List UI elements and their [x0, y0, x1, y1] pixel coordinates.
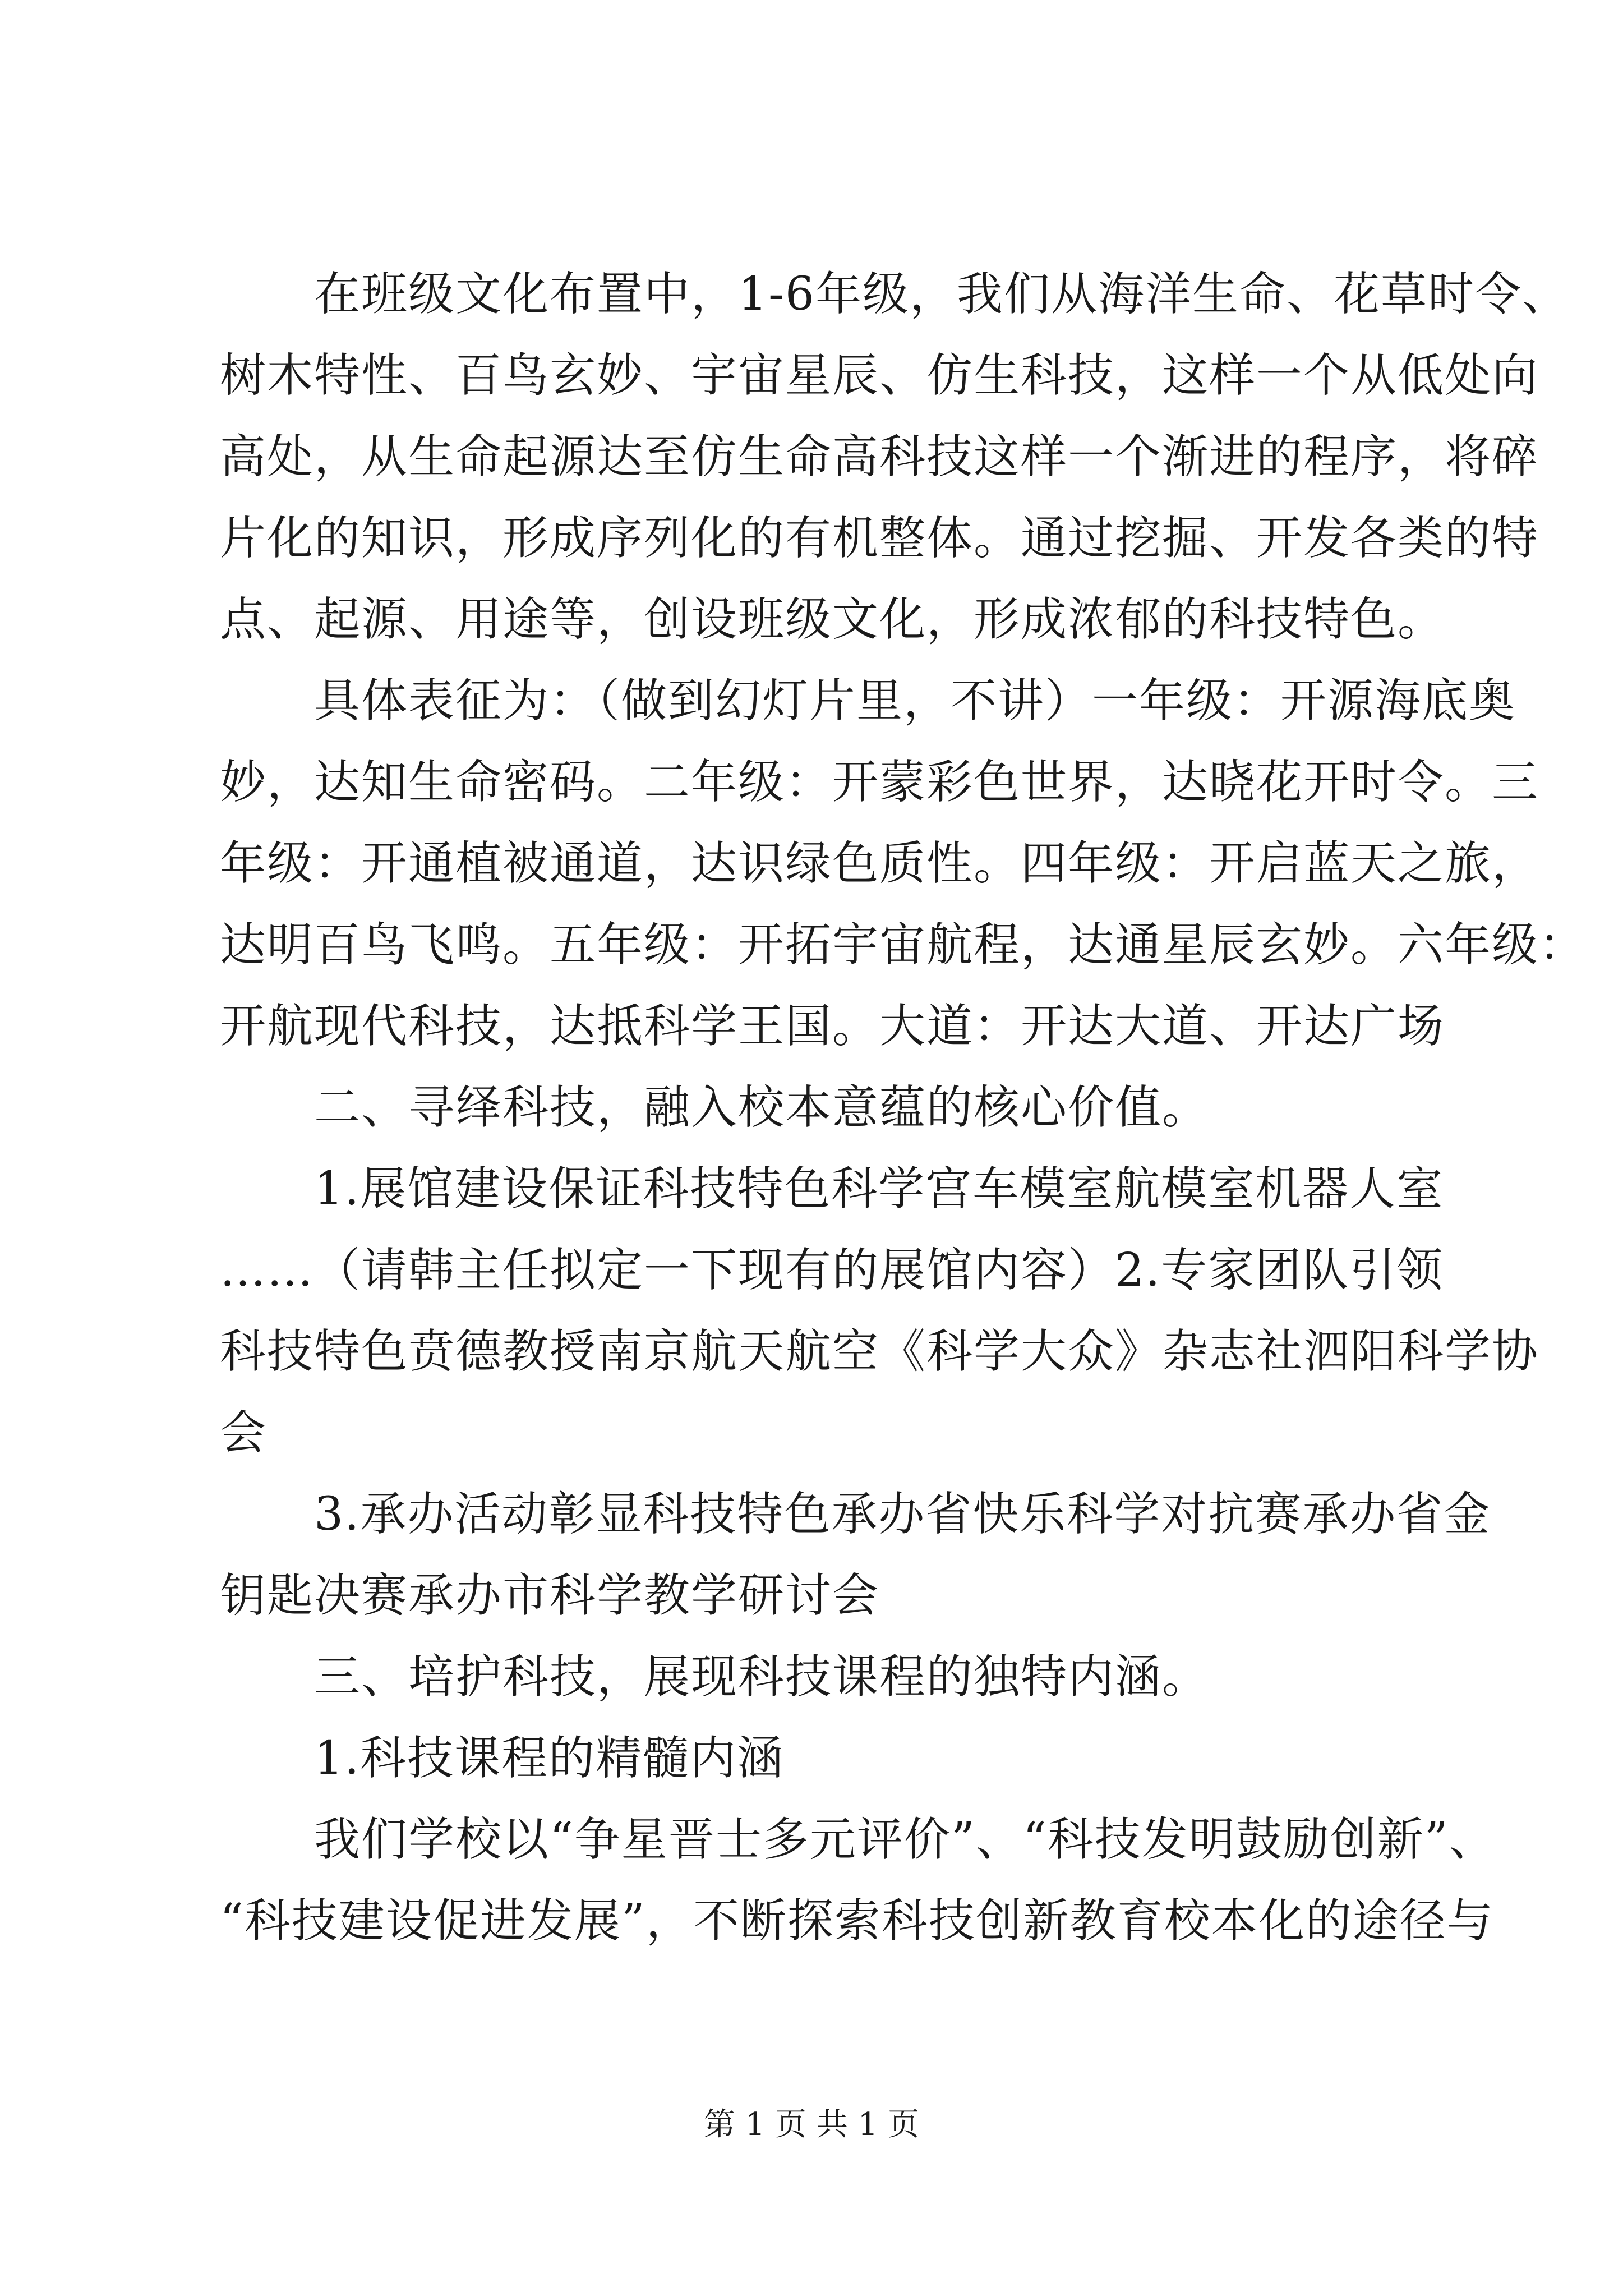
text-line: 达明百鸟飞鸣。五年级：开拓宇宙航程，达通星辰玄妙。六年级：	[220, 918, 1587, 972]
text-line: 妙，达知生命密码。二年级：开蒙彩色世界，达晓花开时令。三	[220, 756, 1539, 809]
text-line: 树木特性、百鸟玄妙、宇宙星辰、仿生科技，这样一个从低处向	[220, 349, 1539, 402]
document-body	[220, 254, 1587, 1962]
text-line: 年级：开通植被通道，达识绿色质性。四年级：开启蓝天之旅，	[220, 837, 1539, 890]
subsection-heading: 1.科技课程的精髓内涵	[220, 1732, 785, 1785]
text-line: 片化的知识，形成序列化的有机整体。通过挖掘、开发各类的特	[220, 512, 1539, 565]
text-line: 钥匙决赛承办市科学教学研讨会	[220, 1569, 880, 1622]
page-footer: 第 1 页 共 1 页	[703, 2106, 920, 2143]
text-line: 我们学校以“争星晋士多元评价”、“科技发明鼓励创新”、	[220, 1813, 1496, 1866]
text-line: “科技建设促进发展”，不断探索科技创新教育校本化的途径与	[220, 1894, 1494, 1948]
text-line: 在班级文化布置中，1-6年级，我们从海洋生命、花草时令、	[220, 268, 1570, 321]
section-heading: 二、寻绎科技，融入校本意蕴的核心价值。	[220, 1081, 1210, 1134]
text-line: 开航现代科技，达抵科学王国。大道：开达大道、开达广场	[220, 1000, 1445, 1053]
text-line: 科技特色贲德教授南京航天航空《科学大众》杂志社泗阳科学协	[220, 1325, 1539, 1378]
section-heading: 三、培护科技，展现科技课程的独特内涵。	[220, 1650, 1210, 1704]
text-line: ……（请韩主任拟定一下现有的展馆内容）2.专家团队引领	[220, 1244, 1444, 1297]
text-line: 1.展馆建设保证科技特色科学宫车模室航模室机器人室	[220, 1162, 1444, 1216]
text-line: 具体表征为：（做到幻灯片里，不讲）一年级：开源海底奥	[220, 674, 1516, 728]
text-line: 3.承办活动彰显科技特色承办省快乐科学对抗赛承办省金	[220, 1488, 1491, 1541]
text-line: 高处，从生命起源达至仿生命高科技这样一个渐进的程序，将碎	[220, 430, 1539, 484]
text-line: 点、起源、用途等，创设班级文化，形成浓郁的科技特色。	[220, 593, 1445, 646]
text-line: 会	[220, 1406, 268, 1460]
